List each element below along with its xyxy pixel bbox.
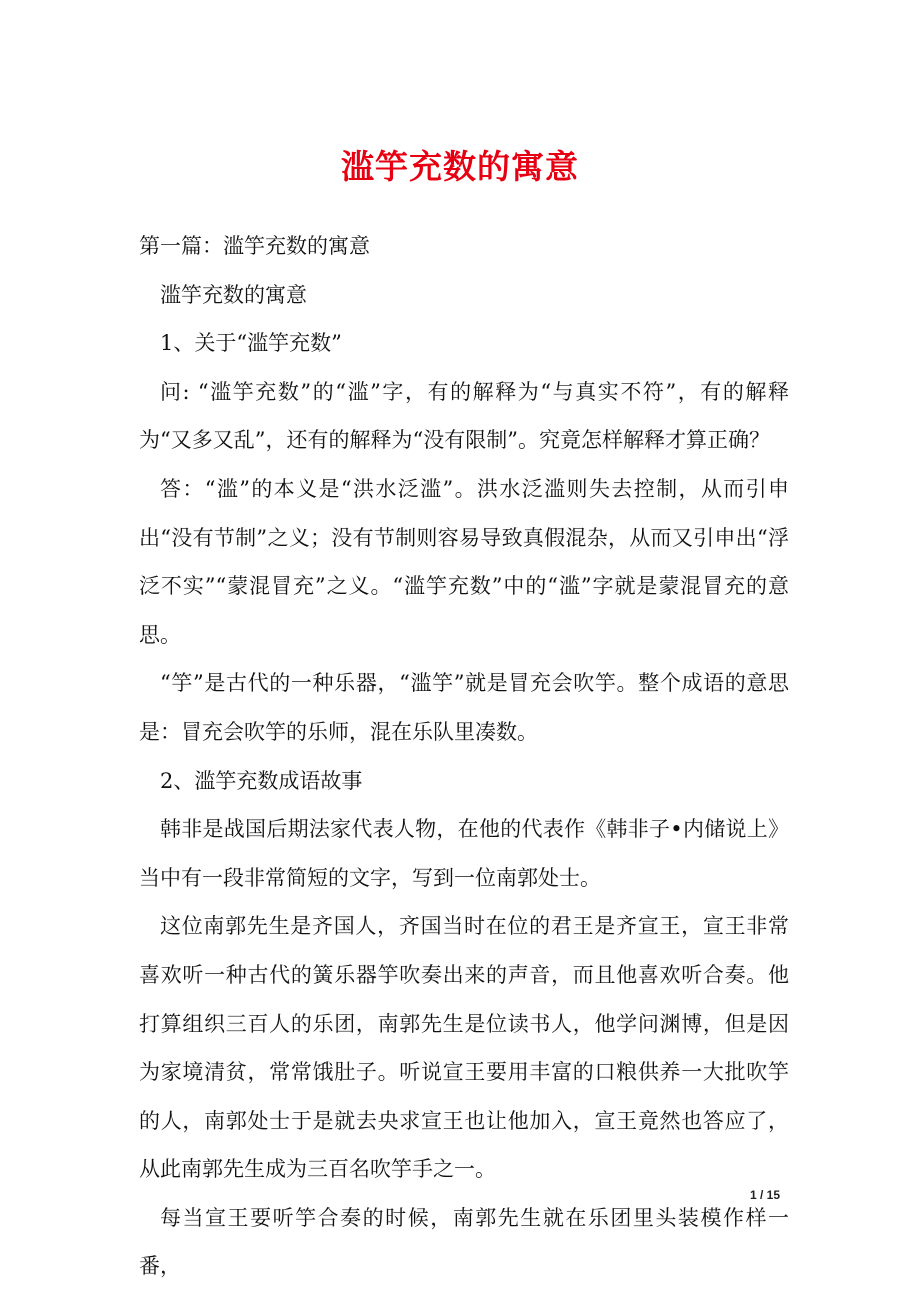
page-number: 1 / 15 [749, 1188, 781, 1202]
document-title: 滥竽充数的寓意 [341, 147, 579, 186]
story-paragraph-3: 每当宣王要听竽合奏的时候，南郭先生就在乐团里头装模作样一番， [139, 1205, 789, 1279]
story-paragraph-1: 韩非是战国后期法家代表人物，在他的代表作《韩非子•内储说上》当中有一段非常简短的文字，写到一位南郭处士。 [139, 817, 789, 890]
document-body [139, 222, 789, 1291]
section-heading-2: 2、滥竽充数成语故事 [160, 768, 363, 793]
section-heading-1: 1、关于“滥竽充数” [160, 331, 342, 356]
subtitle-paragraph: 滥竽充数的寓意 [160, 282, 307, 307]
story-paragraph-2: 这位南郭先生是齐国人，齐国当时在位的君王是齐宣王，宣王非常喜欢听一种古代的簧乐器竽吹奏出来的声音，而且他喜欢听合奏。他打算组织三百人的乐团，南郭先生是位读书人，他学问渊博，但是因为家境清贫，常常饿肚子。听说宣王要用丰富的口粮供养一大批吹竽的人，南郭处士于是就去央求宣王也让他加入，宣王竟然也答应了，从此南郭先生成为三百名吹竽手之一。 [139, 914, 789, 1182]
meaning-paragraph: “竽”是古代的一种乐器，“滥竽”就是冒充会吹竽。整个成语的意思是：冒充会吹竽的乐师，混在乐队里凑数。 [139, 671, 789, 744]
section-heading: 第一篇：滥竽充数的寓意 [139, 234, 370, 258]
answer-paragraph: 答：“滥”的本义是“洪水泛滥”。洪水泛滥则失去控制，从而引申出“没有节制”之义；没有节制则容易导致真假混杂，从而又引申出“浮泛不实”“蒙混冒充”之义。“滥竽充数”中的“滥”字就是蒙混冒充的意思。 [139, 476, 789, 647]
question-paragraph: 问: “滥竽充数”的“滥”字，有的解释为“与真实不符”，有的解释为“又多又乱”，还有的解释为“没有限制”。究竟怎样解释才算正确？ [139, 379, 789, 453]
